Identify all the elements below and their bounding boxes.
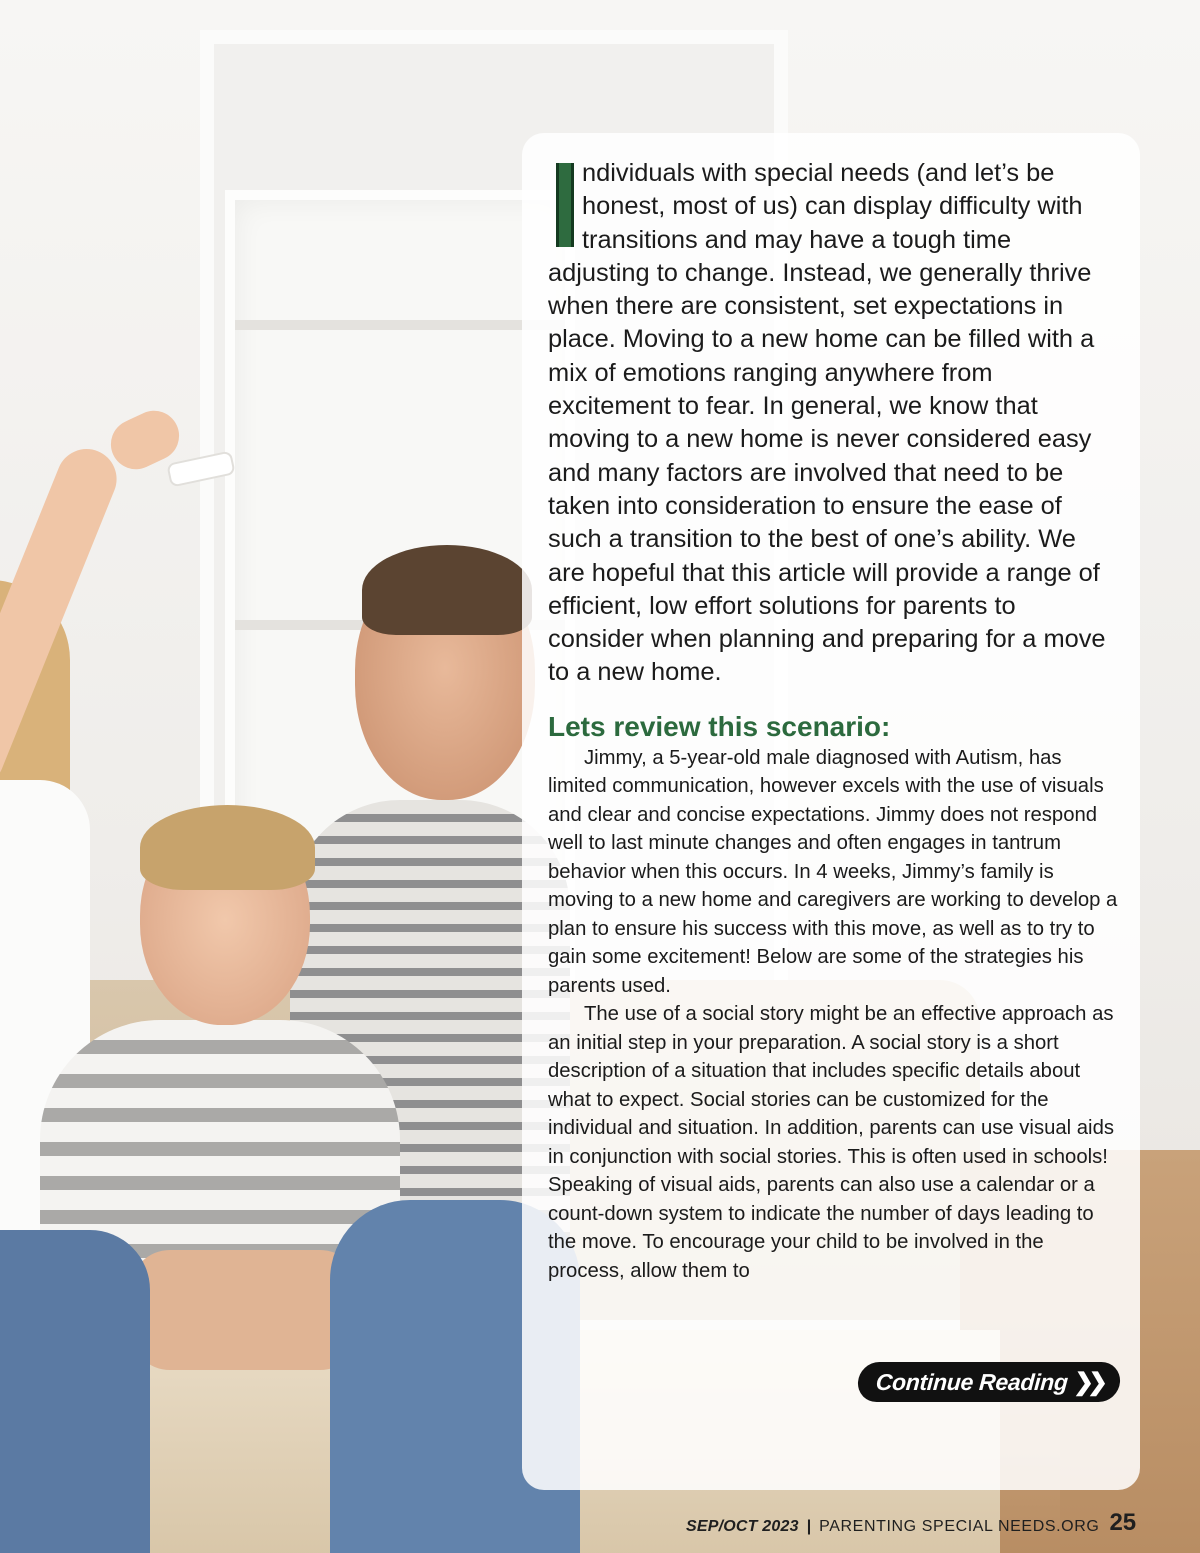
jeans [0,1230,150,1553]
continue-reading-label: Continue Reading [875,1368,1069,1395]
paragraph: Jimmy, a 5-year-old male diagnosed with Autism, has limited communication, however excels with the use of visuals and clear and concise expectations. Jimmy does not respond well to last minute changes and often engages in tantrum behavior when this occurs. In 4 weeks, Jimmy’s family is moving to a new home and caregivers are working to develop a plan to ensure his success with this move, as well as to try to gain some excitement! Below are some of the strategies his parents used. [548,746,1118,997]
page-number: 25 [1109,1509,1137,1536]
section-heading: Lets review this scenario: [548,710,891,742]
boy-legs [130,1250,360,1370]
paragraph: The use of a social story might be an effective approach as an initial step in your preparation. A social story is a short description of a situation that includes specific details about what to expect. Social stories can be customized for the individual and situation. In addition, parents can use visual aids in conjunction with social stories. This is often used in schools! Speaking of visual aids, parents can also use a calendar or a count-down system to indicate the number of days leading to the move. To encourage your child to be involved in the process, allow them to [548,1003,1114,1282]
intro-text: ndividuals with special needs (and let’s be honest, most of us) can display difficulty with transitions and may have a tough time adjusting to change. Instead, we generally thrive when there are consistent, set expectations in place. Moving to a new home can be filled with a mix of emotions ranging anywhere from excitement to fear. In general, we know that moving to a new home is never considered easy and many factors are involved that need to be taken into consideration to ensure the ease of such a transition to the best of one’s ability. We are hopeful that this article will provide a range of efficient, low effort solutions for parents to consider when planning and preparing for a move to a new home. [548,159,1106,687]
continue-reading-button[interactable] [857,1362,1122,1402]
issue-date: SEP/OCT 2023 [686,1518,799,1535]
page-footer [686,1506,1136,1536]
man-hair [362,545,532,635]
dropcap [556,163,574,247]
double-chevron-right-icon: ❯❯ [1072,1368,1104,1396]
footer-separator: | [806,1518,812,1535]
article-card [522,133,1140,1490]
site-name[interactable]: PARENTING SPECIAL NEEDS.ORG [819,1518,1100,1535]
article-intro [548,157,1118,690]
boy-hair [140,805,315,890]
